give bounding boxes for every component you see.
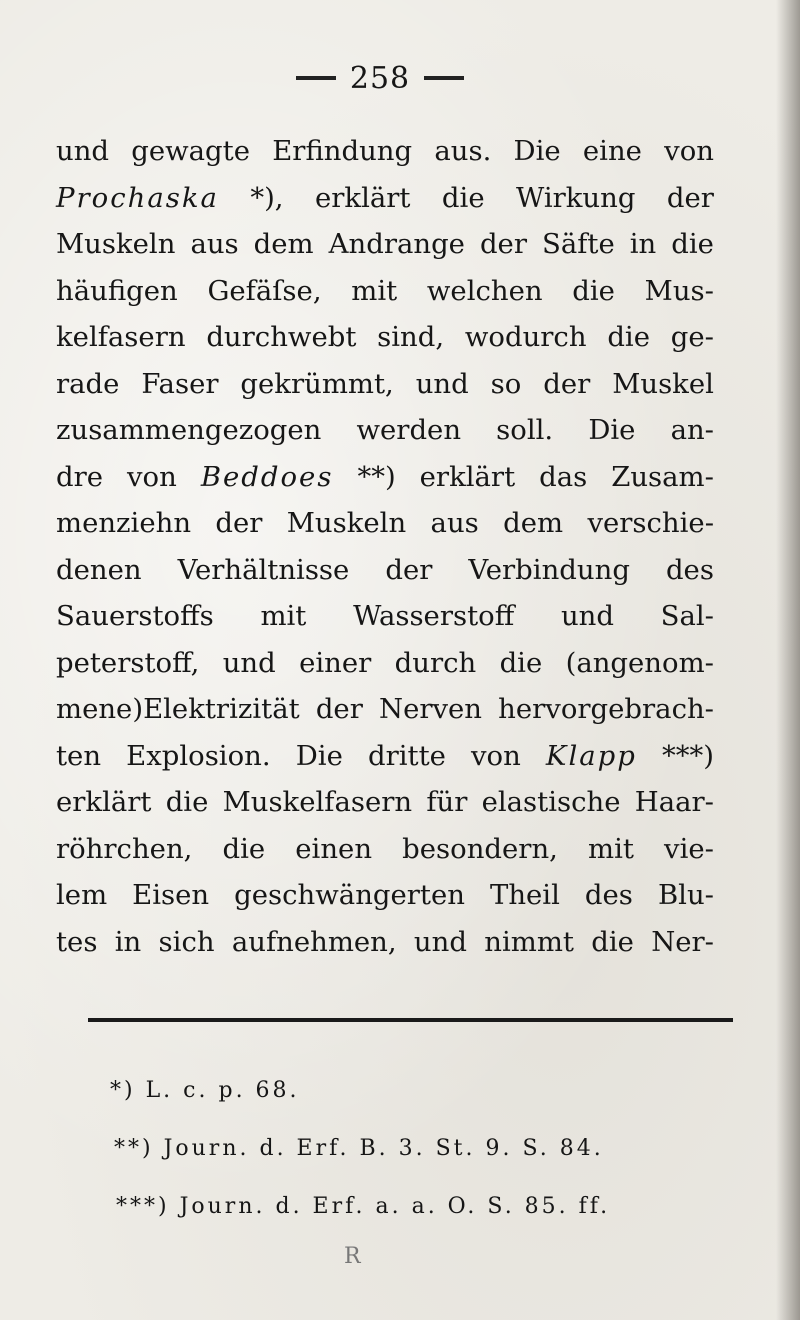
word: der: [315, 693, 363, 725]
word: die: [607, 321, 650, 353]
word: der: [666, 181, 714, 214]
word: hervorgebrach-: [498, 693, 714, 725]
text-line: [56, 407, 714, 454]
word: Ner-: [651, 925, 714, 958]
body-text: [56, 128, 714, 965]
word: **): [357, 460, 396, 493]
text-line: [56, 779, 714, 826]
word: denen: [56, 553, 142, 586]
italic-name: Prochaska: [56, 181, 219, 214]
word: aufnehmen,: [231, 925, 397, 958]
text-line: [56, 872, 714, 919]
word: peterstoff,: [56, 646, 200, 679]
word: Sal-: [660, 600, 714, 632]
word: Eisen: [132, 879, 210, 911]
text-line: [56, 547, 714, 594]
word: Sauerstoffs: [56, 600, 214, 632]
text-line: [56, 361, 714, 408]
word: die: [222, 832, 266, 865]
word: das: [539, 460, 588, 493]
word: besondern,: [402, 832, 558, 865]
footnote: **) Journ. d. Erf. B. 3. St. 9. S. 84.: [114, 1136, 604, 1161]
word: des: [584, 879, 633, 911]
word: Andrange: [328, 228, 465, 260]
word: dritte: [367, 739, 446, 772]
word: dem: [253, 228, 314, 260]
word: Haar-: [634, 786, 714, 818]
word: an-: [670, 414, 714, 446]
word: erklärt: [419, 460, 516, 493]
word: nimmt: [484, 925, 574, 958]
word: aus.: [434, 135, 492, 167]
header-dash-right: [424, 76, 464, 80]
word: so: [490, 367, 522, 400]
header-dash-left: [296, 76, 336, 80]
word: aus: [430, 507, 479, 539]
word: Verhältnisse: [177, 553, 350, 586]
word: Erfindung: [272, 135, 413, 167]
word: Explosion.: [126, 739, 271, 772]
word: rade: [56, 367, 120, 400]
word: sind,: [377, 321, 445, 353]
word: der: [543, 367, 591, 400]
word: von: [664, 135, 714, 167]
italic-name: Klapp: [545, 739, 637, 772]
word: elastische: [481, 786, 621, 818]
word: Wasserstoff: [353, 600, 515, 632]
word: Faser: [141, 367, 219, 400]
word: und: [56, 135, 110, 167]
word: erklärt: [315, 181, 411, 214]
word: tes: [56, 925, 98, 958]
word: Die: [295, 739, 343, 772]
word: Muskel: [612, 367, 714, 400]
word: menziehn: [56, 507, 192, 539]
word: und: [222, 646, 276, 679]
word: in: [629, 228, 657, 260]
footnotes: [80, 1062, 730, 1236]
word: gewagte: [131, 135, 250, 167]
text-line: [56, 826, 714, 873]
word: aus: [190, 228, 239, 260]
word: werden: [356, 414, 462, 446]
word: mit: [351, 274, 398, 307]
text-line: [56, 686, 714, 733]
footnote: ***) Journ. d. Erf. a. a. O. S. 85. ff.: [116, 1194, 611, 1219]
word: für: [426, 786, 468, 818]
text-line: [56, 221, 714, 268]
word: erklärt: [56, 786, 152, 818]
word: der: [215, 507, 263, 539]
italic-name: Beddoes: [200, 460, 334, 493]
word: gekrümmt,: [240, 367, 394, 400]
word: dem: [503, 507, 564, 539]
word: wodurch: [464, 321, 587, 353]
word: Blu-: [657, 879, 714, 911]
text-line: [56, 593, 714, 640]
word: Säfte: [541, 228, 615, 260]
word: die: [165, 786, 209, 818]
word: eine: [582, 135, 642, 167]
word: dre: [56, 460, 104, 493]
word: die: [572, 274, 615, 307]
text-line: [56, 919, 714, 966]
word: sich: [158, 925, 215, 958]
word: häufigen: [56, 274, 178, 307]
word: einer: [299, 646, 372, 679]
signature-mark: R: [344, 1244, 361, 1269]
word: ge-: [670, 321, 714, 353]
text-line: [56, 314, 714, 361]
word: durchwebt: [206, 321, 357, 353]
word: soll.: [496, 414, 554, 446]
text-line: [56, 268, 714, 315]
word: ***): [661, 739, 714, 772]
word: des: [665, 553, 714, 586]
word: Zusam-: [611, 460, 714, 493]
word: welchen: [426, 274, 543, 307]
word: der: [479, 228, 527, 260]
word: mit: [588, 832, 634, 865]
word: mit: [260, 600, 307, 632]
word: der: [385, 553, 433, 586]
word: von: [471, 739, 521, 772]
word: und: [415, 367, 469, 400]
text-line: [56, 454, 714, 501]
text-line: [56, 500, 714, 547]
word: die: [499, 646, 543, 679]
word: die: [441, 181, 485, 214]
word: Mus-: [644, 274, 714, 307]
word: die: [591, 925, 634, 958]
word: Wirkung: [516, 181, 636, 214]
word: Die: [588, 414, 636, 446]
word: Gefäſse,: [207, 274, 322, 307]
word: lem: [56, 879, 108, 911]
text-line: [56, 640, 714, 687]
text-line: [56, 128, 714, 175]
word: vie-: [664, 832, 714, 865]
word: Muskeln: [286, 507, 407, 539]
word: zusammengezogen: [56, 414, 322, 446]
word: und: [560, 600, 614, 632]
word: Verbindung: [468, 553, 630, 586]
word: Muskeln: [56, 228, 176, 260]
word: ten: [56, 739, 102, 772]
word: in: [114, 925, 142, 958]
word: Nerven: [379, 693, 483, 725]
word: Theil: [489, 879, 560, 911]
word: geschwängerten: [234, 879, 465, 911]
word: die: [671, 228, 714, 260]
word: verschie-: [587, 507, 714, 539]
page-number: 258: [349, 60, 411, 96]
word: röhrchen,: [56, 832, 193, 865]
text-line: [56, 733, 714, 780]
footnote-separator-rule: [88, 1018, 733, 1022]
word: *),: [250, 181, 284, 214]
word: einen: [295, 832, 373, 865]
word: von: [127, 460, 177, 493]
text-line: [56, 175, 714, 222]
page-header: [260, 58, 500, 98]
word: kelfasern: [56, 321, 186, 353]
word: durch: [394, 646, 477, 679]
word: Muskelfasern: [222, 786, 413, 818]
word: mene)Elektrizität: [56, 693, 300, 725]
word: (angenom-: [565, 646, 714, 679]
word: und: [413, 925, 467, 958]
word: Die: [513, 135, 561, 167]
footnote: *) L. c. p. 68.: [110, 1078, 300, 1103]
